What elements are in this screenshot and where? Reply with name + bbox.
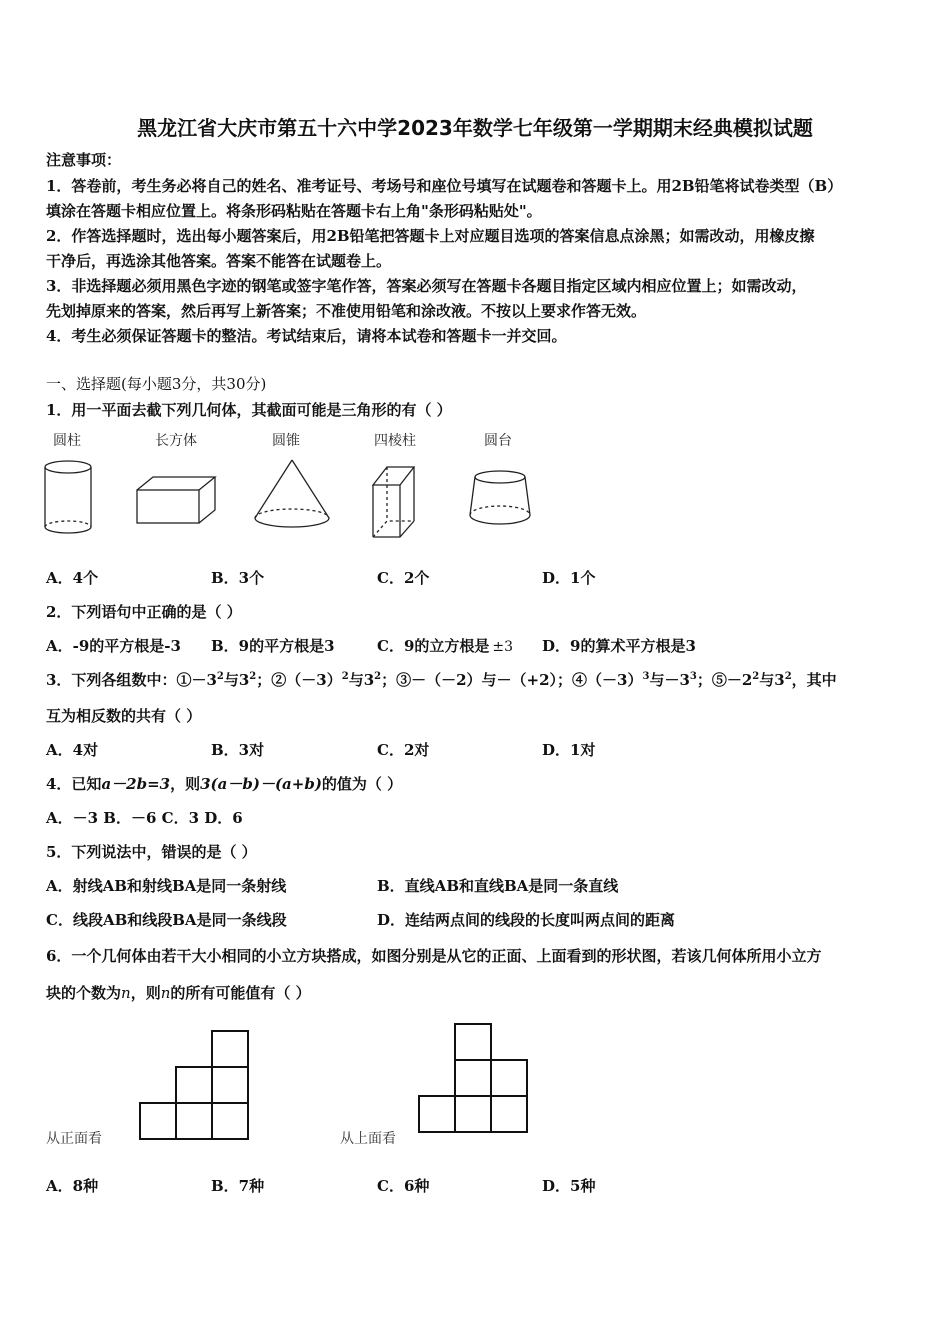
front-view-figure: [110, 1015, 270, 1150]
variable-n: n: [160, 984, 171, 1002]
cylinder-shape: [45, 461, 91, 533]
q3-stem: 3．下列各组数中：$①-3^2$与$3^2$；$②(-3)^2$与$3^2$；③－（－2）与－（+2）；$④(-3)^3$与$-3^3$；$⑤-2^2$与$3^2$，其中: [46, 671, 837, 689]
q1-option-b[interactable]: B．3个: [211, 569, 265, 587]
q6-stem-line2: 块的个数为n，则n的所有可能值有（ ）: [46, 984, 311, 1002]
square-prism-shape: [373, 467, 414, 537]
plus-minus-3: ±3: [492, 639, 514, 655]
q4-stem: 4．已知a－2b=3，则3(a－b)－(a+b)的值为（ ）: [46, 775, 403, 793]
q6-option-b[interactable]: B．7种: [211, 1177, 265, 1195]
notice-line: 先划掉原来的答案，然后再写上新答案；不准使用铅笔和涂改液。不按以上要求作答无效。: [46, 302, 647, 320]
frustum-shape: [470, 471, 530, 524]
q6-option-a[interactable]: A．8种: [46, 1177, 99, 1195]
notice-heading: 注意事项：: [46, 151, 122, 169]
q6-option-c[interactable]: C．6种: [377, 1177, 430, 1195]
q6-option-d[interactable]: D．5种: [542, 1177, 596, 1195]
q1-option-d[interactable]: D．1个: [542, 569, 596, 587]
q2-option-d[interactable]: D．9的算术平方根是3: [542, 637, 696, 655]
q4-expression: 3(a－b)－(a+b): [200, 775, 322, 793]
q1-option-c[interactable]: C．2个: [377, 569, 430, 587]
q1-option-a[interactable]: A．4个: [46, 569, 99, 587]
q2-option-b[interactable]: B．9的平方根是3: [211, 637, 335, 655]
q5-option-c[interactable]: C．线段AB和线段BA是同一条线段: [46, 911, 287, 929]
q5-stem: 5．下列说法中，错误的是（ ）: [46, 843, 257, 861]
notice-line: 填涂在答题卡相应位置上。将条形码粘贴在答题卡右上角"条形码粘贴处"。: [46, 202, 542, 220]
notice-line: 4．考生必须保证答题卡的整洁。考试结束后，请将本试卷和答题卡一并交回。: [46, 327, 567, 345]
shape-label-cone: 圆锥: [272, 433, 300, 449]
variable-n: n: [121, 984, 131, 1002]
notice-line: 1．答卷前，考生务必将自己的姓名、准考证号、考场号和座位号填写在试题卷和答题卡上。用2B铅笔将试卷类型（B）: [46, 177, 843, 195]
q5-option-b[interactable]: B．直线AB和直线BA是同一条直线: [377, 877, 619, 895]
q4-condition: a－2b=3: [101, 775, 171, 793]
cone-shape: [255, 460, 329, 527]
q3-option-d[interactable]: D．1对: [542, 741, 596, 759]
q3-option-b[interactable]: B．3对: [211, 741, 265, 759]
q3-stem-line2: 互为相反数的共有（ ）: [46, 707, 202, 725]
q2-stem: 2．下列语句中正确的是（ ）: [46, 603, 242, 621]
front-view-label: 从正面看: [46, 1131, 102, 1147]
q3-option-a[interactable]: A．4对: [46, 741, 99, 759]
q5-option-a[interactable]: A．射线AB和射线BA是同一条射线: [46, 877, 287, 895]
notice-line: 3．非选择题必须用黑色字迹的钢笔或签字笔作答，答案必须写在答题卡各题目指定区域内相应位置上；如需改动，: [46, 277, 807, 295]
top-view-label: 从上面看: [340, 1131, 396, 1147]
q2-option-c-text: C．9的立方根是: [377, 637, 490, 655]
shape-label-cylinder: 圆柱: [53, 433, 81, 449]
notice-line: 干净后，再选涂其他答案。答案不能答在试题卷上。: [46, 252, 392, 270]
solids-figure: [40, 455, 560, 545]
q6-stem-line1: 6．一个几何体由若干大小相同的小立方块搭成，如图分别是从它的正面、上面看到的形状图，若该几何体所用小立方: [46, 947, 822, 965]
notice-line: 2．作答选择题时，选出每小题答案后，用2B铅笔把答题卡上对应题目选项的答案信息点涂黑；如需改动，用橡皮擦: [46, 227, 815, 245]
q3-option-c[interactable]: C．2对: [377, 741, 430, 759]
top-view-figure: [405, 1012, 555, 1147]
shape-label-cuboid: 长方体: [155, 433, 197, 449]
q2-option-c[interactable]: [377, 636, 513, 657]
shape-label-prism: 四棱柱: [374, 433, 416, 449]
q1-stem: 1．用一平面去截下列几何体，其截面可能是三角形的有（ ）: [46, 401, 452, 419]
q5-option-d[interactable]: D．连结两点间的线段的长度叫两点间的距离: [377, 911, 676, 929]
cuboid-shape: [137, 477, 215, 523]
q4-options[interactable]: A．－3 B．－6 C．3 D．6: [46, 809, 243, 827]
shape-label-frustum: 圆台: [484, 433, 512, 449]
q2-option-a[interactable]: A．-9的平方根是-3: [46, 637, 181, 655]
page-title: 黑龙江省大庆市第五十六中学2023年数学七年级第一学期期末经典模拟试题: [137, 116, 813, 140]
section-heading: 一、选择题(每小题3分，共30分): [46, 375, 267, 393]
